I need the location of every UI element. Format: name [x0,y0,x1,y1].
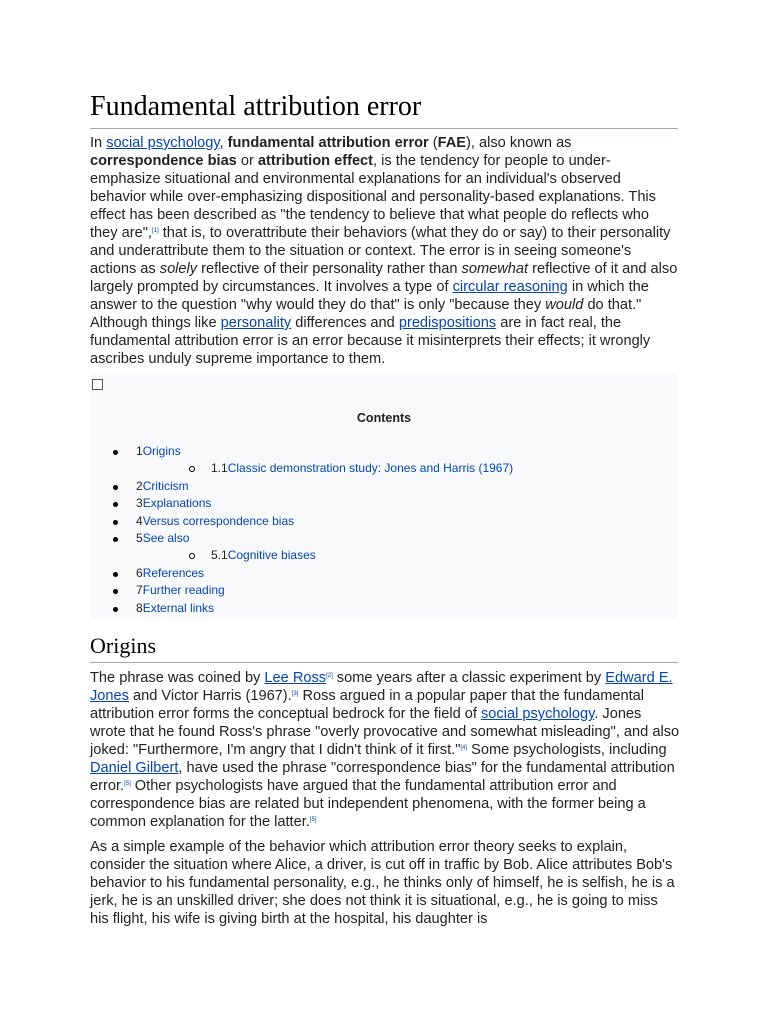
bullet-icon [113,589,118,594]
toc-list [90,443,678,617]
bullet-icon [113,520,118,525]
citation-link[interactable]: [5] [309,817,317,823]
bullet-icon [113,572,118,577]
inline-link[interactable]: Daniel Gilbert [90,760,179,776]
inline-link[interactable]: social psychology [481,706,595,722]
bullet-icon [113,450,118,455]
toc-item[interactable] [90,495,678,512]
body-text: Other psychologists have argued that the fundamental attribution error and correspondence bias are related but independent phenomena, with the former being a common explanation for the latter. [90,778,646,830]
bullet-icon [189,553,195,559]
body-text: are in fact real, the fundamental attribution error is an error because it misinterprets their effects; it wrongly ascribes unduly supreme importance to them. [90,315,651,367]
body-text: . Jones wrote that he found Ross's phrase "overly provocative and somewhat misleading", and also joked: "Furthermore, I'm angry that I didn't think of it first." [90,706,680,758]
toc-item-link[interactable]: References [142,565,205,580]
toc-item-number: 1.1Classic demonstration study: Jones and Harris (1967) [211,461,514,476]
italic-text: would [545,297,584,313]
bullet-icon [113,485,118,490]
toc-item-link[interactable]: External links [142,600,215,615]
toc-item-number: 5See also [136,530,190,545]
citation-link[interactable]: [1] [151,228,159,234]
toc-item-number: 8External links [136,600,215,615]
toc-item-number: 7Further reading [136,583,225,598]
section-heading-origins: Origins [90,632,678,663]
toc-item[interactable] [90,460,678,477]
toc-item-link[interactable]: Cognitive biases [227,548,316,563]
body-text: Ross argued in a popular paper that the fundamental attribution error forms the conceptual bedrock for the field of [90,688,645,722]
toc-toggle-checkbox[interactable] [92,379,103,390]
toc-item-number: 1Origins [136,444,181,458]
inline-link[interactable]: Lee Ross [264,670,327,686]
inline-link[interactable]: predispositions [398,315,497,331]
body-text: ), also known as [466,135,572,151]
toc-item-link[interactable]: Origins [142,444,181,458]
toc-item-link[interactable]: Versus correspondence bias [142,513,295,528]
italic-text: solely [159,261,198,277]
inline-link[interactable]: Edward E. Jones [90,670,673,704]
citation-link[interactable]: [3] [291,691,299,697]
toc-item-link[interactable]: Further reading [142,583,225,598]
body-text: in which the answer to the question "why would they do that" is only "because they [90,279,649,313]
italic-text: somewhat [461,261,529,277]
body-text: differences and [291,315,399,331]
toc-item[interactable] [90,547,678,564]
toc-item[interactable] [90,600,678,617]
page-title: Fundamental attribution error [90,88,678,129]
inline-link[interactable]: personality [220,315,292,331]
toc-item-number: 3Explanations [136,496,212,511]
body-text: The phrase was coined by [90,670,265,686]
intro-paragraph [90,134,680,368]
toc-item-number: 2Criticism [136,478,189,493]
bullet-icon [189,466,195,472]
body-text: Some psychologists, including [467,742,667,758]
body-text: and Victor Harris (1967). [128,688,292,704]
citation-link[interactable]: [5] [124,781,131,787]
body-text: , [219,135,228,151]
toc-item-link[interactable]: See also [142,530,190,545]
bullet-icon [113,537,118,542]
toc-item[interactable] [90,513,678,530]
inline-link[interactable]: social psychology [106,135,220,151]
toc-item[interactable] [90,530,678,547]
toc-item-number: 4Versus correspondence bias [136,513,295,528]
body-text: , is the tendency for people to under-emphasize situational and environmental explanations for an individual's observed behavior while over-emphasizing dispositional and personality-based explanations. This effect has been described as "the tendency to believe that what people do reflects who they are", [90,153,656,241]
toc-item[interactable] [90,565,678,582]
body-text: ( [428,135,438,151]
bold-term: FAE [437,135,467,151]
bullet-icon [113,502,118,507]
body-text: that is, to overattribute their behaviors (what they do or say) to their personality and underattribute them to the situation or context. The error is in seeing someone's actions as [90,225,671,277]
body-text: reflective of their personality rather than [197,261,462,277]
bullet-icon [113,607,118,612]
toc-item-number: 6References [136,565,205,580]
origins-paragraph-1 [90,669,680,831]
bold-term: attribution effect [257,153,374,169]
toc-item[interactable] [90,443,678,460]
body-text: In [90,135,107,151]
bold-term: fundamental attribution error [227,135,429,151]
toc-item-link[interactable]: Criticism [142,478,189,493]
body-text: reflective of it and also largely prompted by circumstances. It involves a type of [90,261,678,295]
inline-link[interactable]: circular reasoning [452,279,568,295]
toc-item-link[interactable]: Classic demonstration study: Jones and Harris (1967) [227,461,514,476]
toc-item[interactable] [90,478,678,495]
toc-item-link[interactable]: Explanations [142,496,212,511]
body-text: some years after a classic experiment by [332,670,606,686]
toc-title: Contents [356,411,412,425]
toc-item-number: 5.1Cognitive biases [211,548,316,563]
bold-term: correspondence bias [90,153,237,169]
body-text: or [236,153,258,169]
origins-paragraph-2 [90,838,680,928]
citation-link[interactable]: [2] [326,673,333,679]
toc-item[interactable] [90,582,678,599]
table-of-contents [90,373,678,619]
body-text: do that." Although things like [90,297,642,331]
body-text: As a simple example of the behavior which attribution error theory seeks to explain, consider the situation where Alice, a driver, is cut off in traffic by Bob. Alice attributes Bob's behavior to his fundamental personality, e.g., he thinks only of himself, he is selfish, he is a jerk, he is an unskilled driver; she does not think it is situational, e.g., he is going to miss his flight, his wife is giving birth at the hospital, his daughter is [90,839,675,927]
body-text: , have used the phrase "correspondence bias" for the fundamental attribution error. [90,760,675,794]
citation-link[interactable]: [4] [460,745,468,751]
